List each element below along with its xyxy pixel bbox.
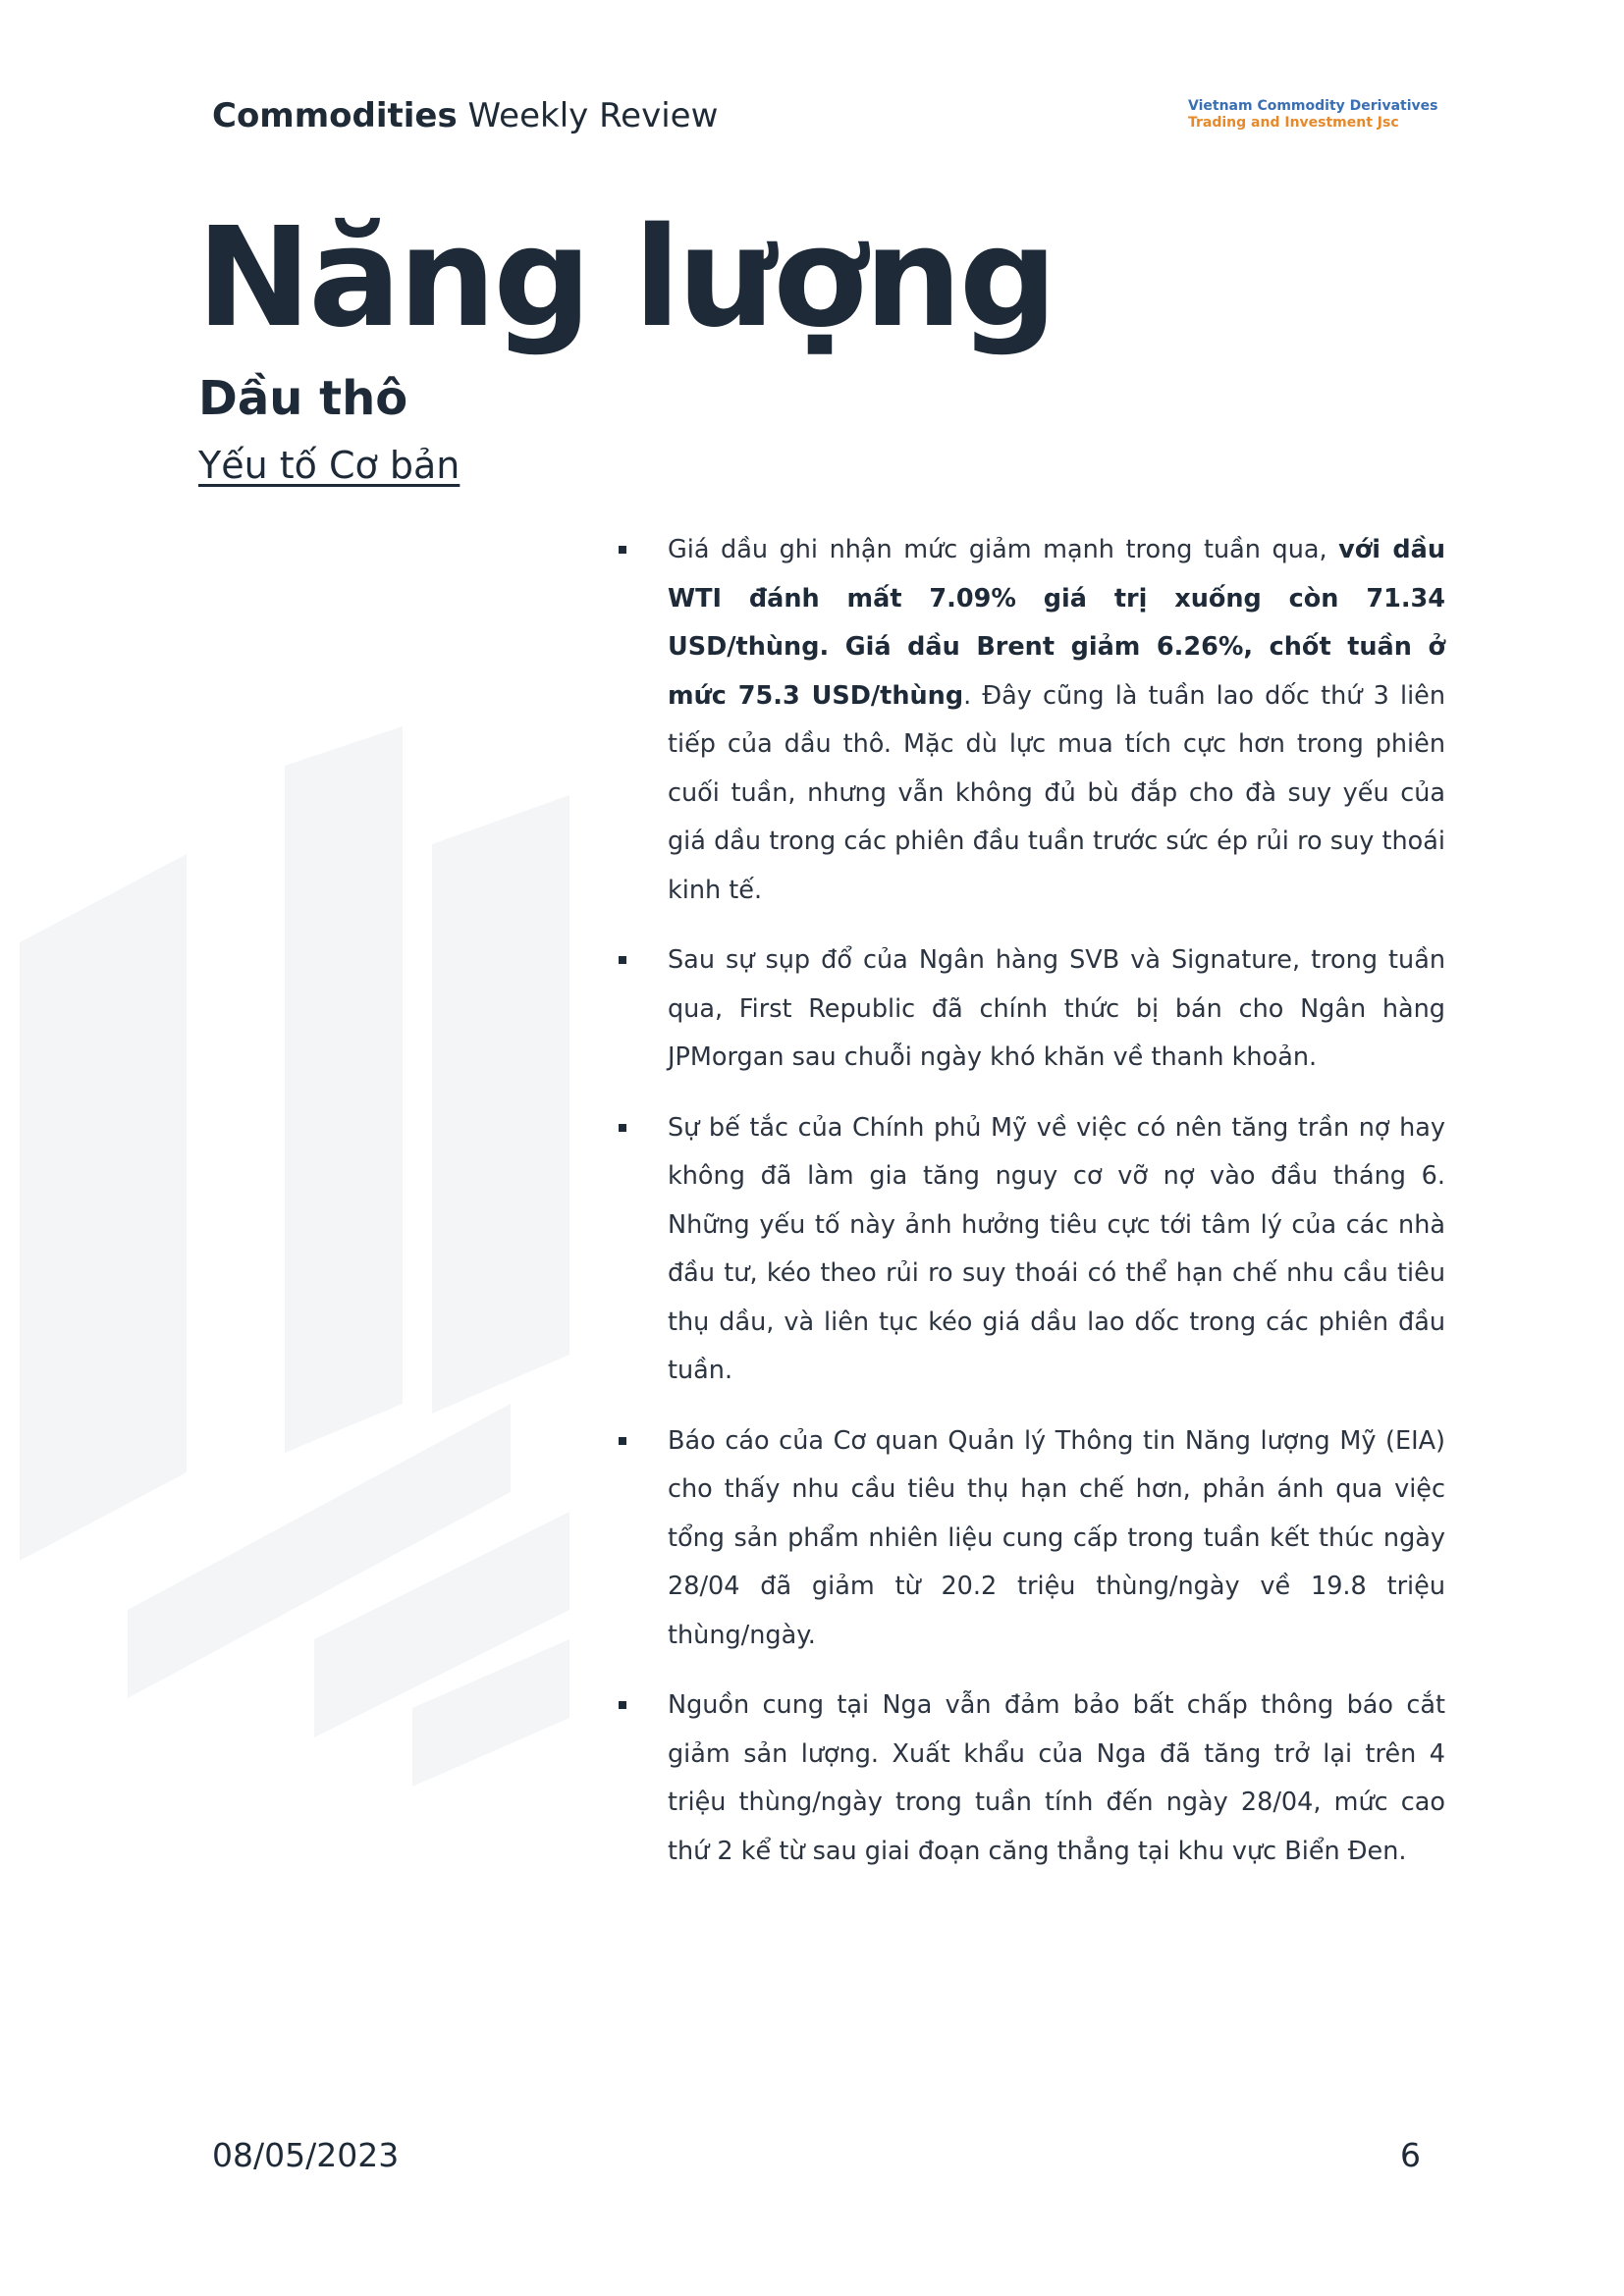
page-title: Năng lượng (196, 198, 1055, 358)
section-title: Dầu thô (198, 371, 408, 426)
bullet-text: Sau sự sụp đổ của Ngân hàng SVB và Signature, trong tuần qua, First Republic đã chính thức bị bán cho Ngân hàng JPMorgan sau chuỗi ngày khó khăn về thanh khoản. (668, 945, 1445, 1072)
bullet-item (619, 1104, 1445, 1396)
bullet-marker-icon (619, 1124, 626, 1132)
bullet-item (619, 1417, 1445, 1661)
bullet-marker-icon (619, 546, 626, 554)
report-header-title (212, 96, 718, 135)
logo-line-1: Vietnam Commodity Derivatives (1188, 98, 1438, 114)
bullet-marker-icon (619, 1437, 626, 1445)
bullet-text: Giá dầu ghi nhận mức giảm mạnh trong tuần qua, (668, 535, 1339, 564)
company-logo (1188, 98, 1438, 132)
bullet-marker-icon (619, 1701, 626, 1709)
footer-date: 08/05/2023 (212, 2136, 400, 2174)
bullet-marker-icon (619, 956, 626, 964)
bullet-item (619, 1682, 1445, 1876)
bullet-item (619, 936, 1445, 1083)
page-number: 6 (1400, 2136, 1421, 2174)
bullet-text: Sự bế tắc của Chính phủ Mỹ về việc có nên tăng trần nợ hay không đã làm gia tăng nguy cơ vỡ nợ vào đầu tháng 6. Những yếu tố này ảnh hưởng tiêu cực tới tâm lý của các nhà đầu tư, kéo theo rủi ro suy thoái có thể hạn chế nhu cầu tiêu thụ dầu, và liên tục kéo giá dầu lao dốc trong các phiên đầu tuần. (668, 1112, 1445, 1385)
bullet-text: . Đây cũng là tuần lao dốc thứ 3 liên tiếp của dầu thô. Mặc dù lực mua tích cực hơn trong phiên cuối tuần, nhưng vẫn không đủ bù đắp cho đà suy yếu của giá dầu trong các phiên đầu tuần trước sức ép rủi ro suy thoái kinh tế. (668, 680, 1446, 905)
bullet-item (619, 526, 1445, 915)
logo-line-2: Trading and Investment Jsc (1188, 115, 1399, 131)
header-title-bold: Commodities (212, 96, 458, 135)
bullet-list (619, 526, 1445, 1897)
bullet-bold-text: với dầu WTI đánh mất 7.09% giá trị xuống còn 71.34 USD/thùng. Giá dầu Brent giảm 6.26%, chốt tuần ở mức 75.3 USD/thùng (668, 535, 1445, 711)
watermark-logo-icon (20, 726, 628, 1806)
bullet-text: Báo cáo của Cơ quan Quản lý Thông tin Năng lượng Mỹ (EIA) cho thấy nhu cầu tiêu thụ hạn chế hơn, phản ánh qua việc tổng sản phẩm nhiên liệu cung cấp trong tuần kết thúc ngày 28/04 đã giảm từ 20.2 triệu thùng/ngày về 19.8 triệu thùng/ngày. (668, 1425, 1445, 1650)
subsection-title: Yếu tố Cơ bản (198, 444, 460, 487)
header-title-light: Weekly Review (457, 96, 719, 135)
bullet-text: Nguồn cung tại Nga vẫn đảm bảo bất chấp thông báo cắt giảm sản lượng. Xuất khẩu của Nga đã tăng trở lại trên 4 triệu thùng/ngày trong tuần tính đến ngày 28/04, mức cao thứ 2 kể từ sau giai đoạn căng thẳng tại khu vực Biển Đen. (668, 1690, 1445, 1866)
